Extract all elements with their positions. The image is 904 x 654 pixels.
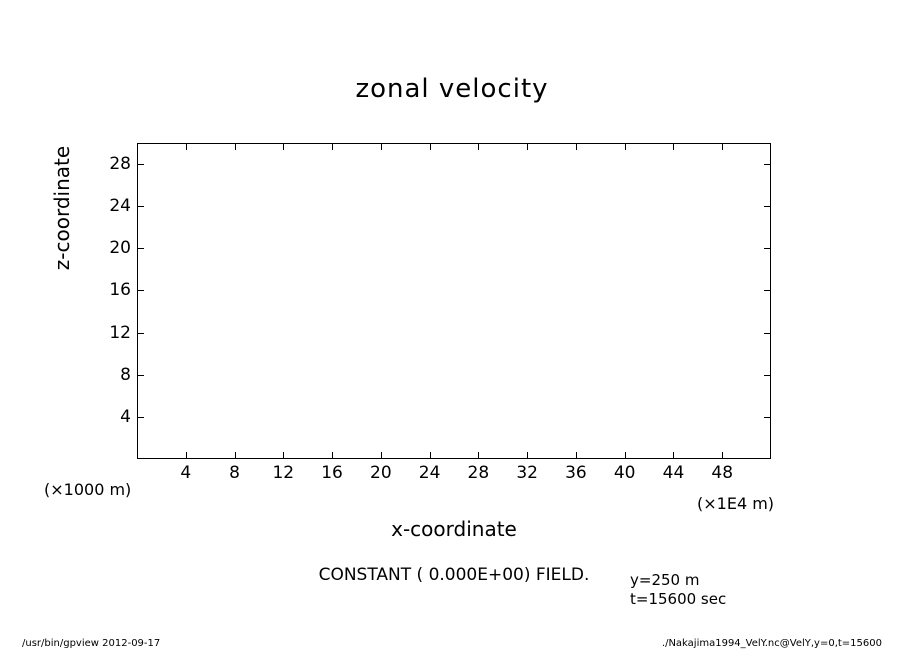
x-tick-top (722, 143, 723, 150)
x-tick-label: 4 (180, 463, 192, 483)
x-tick-bottom (381, 452, 382, 459)
y-tick-right (764, 333, 771, 334)
x-tick-label: 24 (418, 463, 441, 483)
x-axis-title: x-coordinate (391, 517, 517, 541)
footer-datasource: ./Nakajima1994_VelY.nc@VelY,y=0,t=15600 (661, 638, 882, 649)
y-axis-units: (×1000 m) (44, 480, 132, 499)
x-tick-bottom (722, 452, 723, 459)
x-tick-top (673, 143, 674, 150)
x-tick-bottom (527, 452, 528, 459)
x-tick-top (430, 143, 431, 150)
x-axis-tick-labels (137, 464, 771, 486)
x-tick-label: 20 (370, 463, 392, 483)
y-tick-label: 12 (109, 322, 131, 343)
x-tick-top (186, 143, 187, 150)
y-tick-left (137, 206, 144, 207)
x-tick-label: 48 (711, 463, 734, 483)
y-tick-right (764, 417, 771, 418)
x-tick-bottom (235, 452, 236, 459)
x-tick-label: 12 (272, 463, 295, 483)
x-tick-label: 44 (662, 463, 685, 483)
y-tick-left (137, 248, 144, 249)
x-tick-label: 36 (565, 463, 587, 483)
annotation-t-value: t=15600 sec (630, 590, 727, 608)
x-tick-bottom (625, 452, 626, 459)
y-tick-left (137, 417, 144, 418)
x-tick-top (527, 143, 528, 150)
y-tick-label: 8 (120, 364, 131, 385)
x-tick-top (576, 143, 577, 150)
x-tick-top (332, 143, 333, 150)
y-tick-label: 16 (109, 280, 131, 301)
plot-area (137, 143, 771, 459)
x-axis-units: (×1E4 m) (697, 494, 775, 513)
x-tick-label: 28 (467, 463, 490, 483)
y-tick-left (137, 290, 144, 291)
x-tick-label: 16 (321, 463, 343, 483)
x-tick-bottom (430, 452, 431, 459)
y-tick-right (764, 375, 771, 376)
annotation-y-value: y=250 m (630, 571, 700, 589)
x-tick-bottom (332, 452, 333, 459)
footer-command-date: /usr/bin/gpview 2012-09-17 (22, 638, 161, 649)
x-tick-top (283, 143, 284, 150)
x-tick-bottom (283, 452, 284, 459)
x-tick-top (381, 143, 382, 150)
y-tick-right (764, 164, 771, 165)
x-tick-top (625, 143, 626, 150)
y-tick-left (137, 375, 144, 376)
x-tick-bottom (478, 452, 479, 459)
y-tick-label: 20 (109, 238, 131, 259)
y-axis-title: z-coordinate (50, 145, 74, 271)
x-tick-top (235, 143, 236, 150)
y-tick-right (764, 206, 771, 207)
x-tick-bottom (673, 452, 674, 459)
x-tick-label: 8 (229, 463, 240, 483)
y-tick-left (137, 164, 144, 165)
y-tick-label: 24 (109, 196, 131, 217)
x-tick-top (478, 143, 479, 150)
y-tick-label: 28 (109, 154, 131, 175)
y-tick-right (764, 248, 771, 249)
x-tick-bottom (576, 452, 577, 459)
y-tick-label: 4 (120, 406, 131, 427)
y-tick-right (764, 290, 771, 291)
x-tick-label: 32 (516, 463, 538, 483)
x-tick-bottom (186, 452, 187, 459)
plot-annotations (630, 571, 726, 609)
chart-title: zonal velocity (355, 74, 549, 104)
y-axis-tick-labels (95, 143, 131, 459)
y-tick-left (137, 333, 144, 334)
x-tick-label: 40 (613, 463, 636, 483)
constant-field-note: CONSTANT ( 0.000E+00) FIELD. (318, 565, 590, 585)
